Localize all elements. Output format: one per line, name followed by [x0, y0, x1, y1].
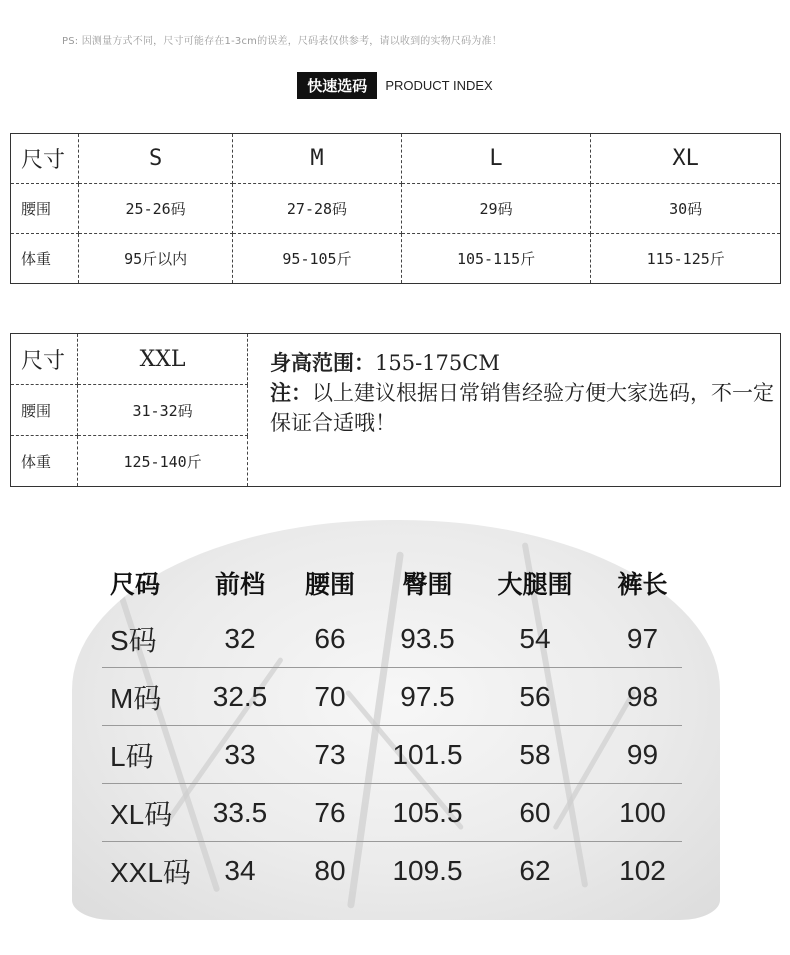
title-en: PRODUCT INDEX	[385, 78, 493, 93]
table-cell: 98	[626, 681, 659, 712]
title-cn: 快速选码	[297, 72, 377, 99]
size-cell: M	[233, 134, 402, 184]
table-cell: 80	[314, 855, 346, 886]
table-row	[11, 134, 781, 184]
table-cell: 109.5	[392, 855, 463, 886]
height-label: 身高范围：	[270, 350, 375, 375]
section-title	[0, 72, 790, 99]
table-cell: 70	[314, 681, 346, 712]
note-label: 注：	[270, 380, 312, 405]
size-cell: L	[401, 134, 591, 184]
table-cell: 33	[224, 739, 256, 770]
table-cell: 62	[519, 855, 551, 886]
height-note	[248, 334, 781, 487]
header-cell: 大腿围	[497, 570, 573, 599]
table-cell: XL码	[110, 799, 173, 830]
waist-cell: 30码	[591, 184, 781, 234]
table-cell: 33.5	[212, 797, 268, 828]
weight-cell: 95-105斤	[233, 234, 402, 284]
table-cell: L码	[110, 741, 154, 772]
table-cell: XXL码	[110, 857, 191, 888]
note-text: 以上建议根据日常销售经验方便大家选码，不一定保证合适哦！	[270, 381, 774, 435]
table-row	[100, 668, 690, 726]
row-label-weight: 体重	[11, 436, 78, 487]
table-cell: 34	[224, 855, 256, 886]
header-cell: 臀围	[402, 570, 453, 599]
table-cell: 32.5	[212, 681, 268, 712]
table-cell: 99	[626, 739, 659, 770]
table-row	[11, 184, 781, 234]
xxl-size-table	[10, 333, 781, 487]
table-cell: 32	[224, 623, 256, 654]
header-cell: 前档	[214, 570, 265, 599]
row-label-waist: 腰围	[11, 184, 79, 234]
table-row	[11, 334, 781, 385]
size-cell: S	[79, 134, 233, 184]
table-cell: 100	[619, 797, 666, 828]
row-label-size: 尺寸	[11, 134, 79, 184]
table-header-row	[100, 555, 690, 610]
table-cell: 73	[314, 739, 346, 770]
table-cell: 66	[314, 623, 346, 654]
waist-cell: 27-28码	[233, 184, 402, 234]
table-row	[100, 726, 690, 784]
header-cell: 裤长	[617, 570, 668, 599]
advice-note	[270, 378, 780, 438]
table-row	[100, 610, 690, 668]
waist-cell: 25-26码	[79, 184, 233, 234]
waist-cell: 31-32码	[78, 385, 248, 436]
table-cell: 93.5	[400, 623, 455, 654]
row-label-size: 尺寸	[11, 334, 78, 385]
weight-cell: 95斤以内	[79, 234, 233, 284]
waist-cell: 29码	[401, 184, 591, 234]
row-label-weight: 体重	[11, 234, 79, 284]
table-row	[11, 234, 781, 284]
weight-cell: 115-125斤	[646, 250, 725, 268]
table-cell: 97.5	[400, 681, 455, 712]
measurement-note: PS: 因测量方式不同，尺寸可能存在1-3cm的误差，尺码表仅供参考，请以收到的实物尺码为准！	[62, 36, 502, 47]
quick-size-table	[10, 133, 781, 284]
table-cell: 58	[519, 739, 551, 770]
measurement-table	[100, 555, 690, 900]
table-cell: 76	[314, 797, 346, 828]
size-cell: XL	[591, 134, 781, 184]
table-row	[100, 842, 690, 900]
height-range-line	[270, 348, 780, 378]
table-row	[100, 784, 690, 842]
table-cell: 105.5	[392, 797, 463, 828]
header-cell: 尺码	[110, 570, 161, 599]
table-cell: 97	[626, 623, 659, 654]
table-cell: 101.5	[392, 739, 463, 770]
table-cell: M码	[110, 683, 162, 714]
weight-cell: 105-115斤	[401, 234, 591, 284]
table-cell: 60	[519, 797, 551, 828]
table-cell: 102	[619, 855, 666, 886]
table-cell: S码	[110, 625, 157, 656]
height-value: 155-175CM	[375, 351, 500, 375]
table-cell: 54	[519, 623, 551, 654]
size-cell: XXL	[78, 334, 248, 385]
row-label-waist: 腰围	[11, 385, 78, 436]
table-cell: 56	[519, 681, 551, 712]
weight-cell: 125-140斤	[78, 436, 248, 487]
header-cell: 腰围	[304, 570, 355, 599]
